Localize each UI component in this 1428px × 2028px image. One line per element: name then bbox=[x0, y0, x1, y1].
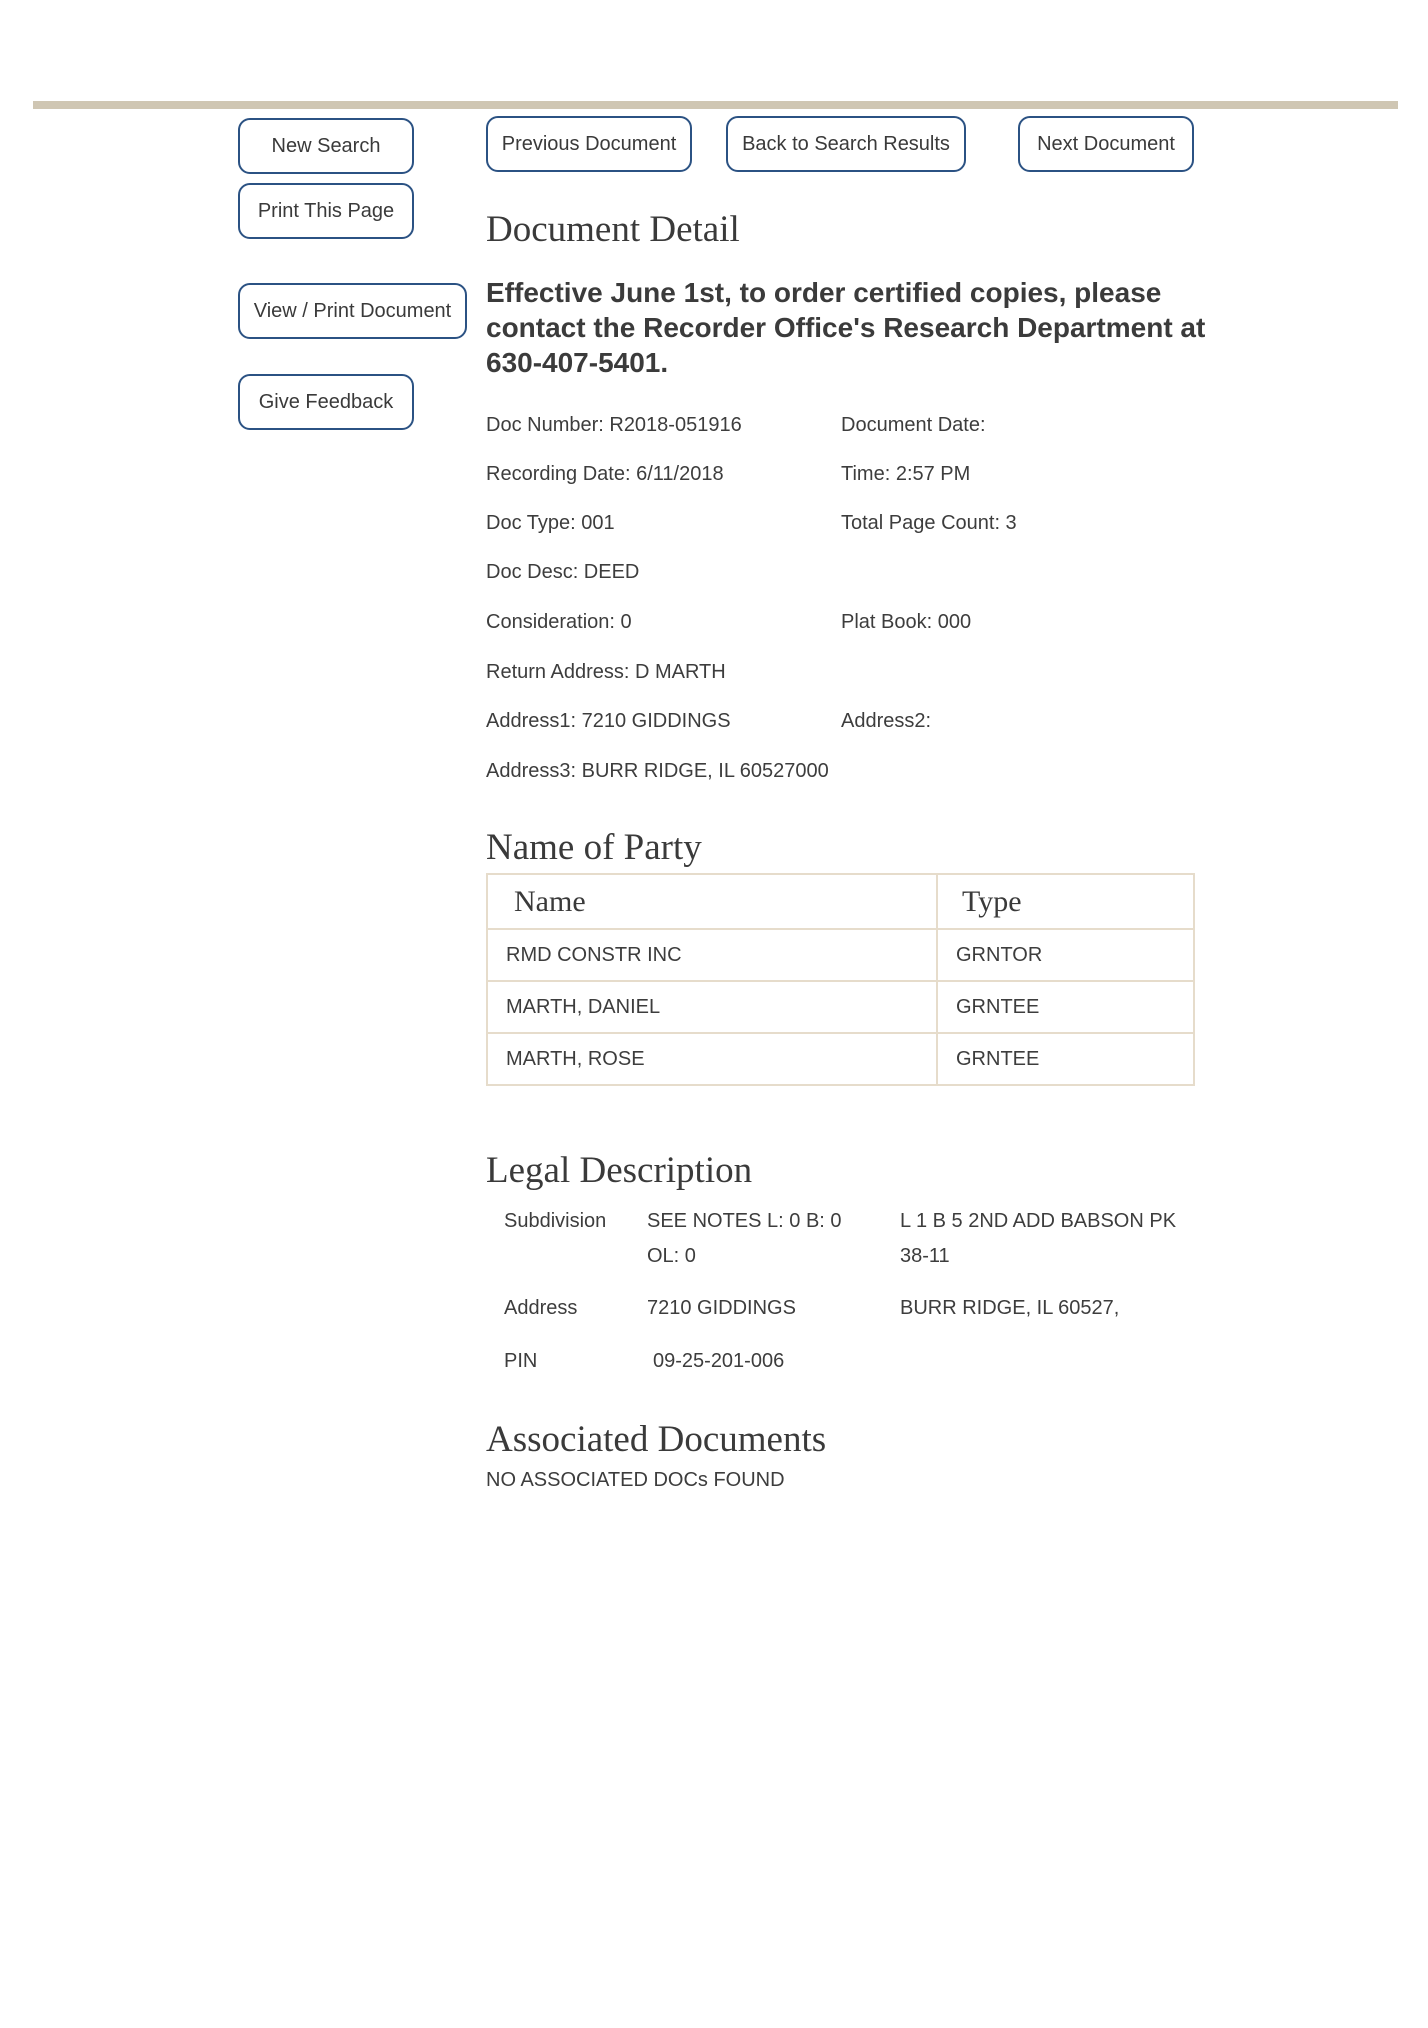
party-type-header: Type bbox=[937, 874, 1194, 929]
view-print-document-button[interactable]: View / Print Document bbox=[238, 283, 467, 339]
address-label: Address bbox=[504, 1297, 578, 1319]
previous-document-button[interactable]: Previous Document bbox=[486, 116, 692, 172]
address-street: 7210 GIDDINGS bbox=[647, 1297, 796, 1319]
legal-description-heading: Legal Description bbox=[486, 1150, 753, 1191]
back-to-search-results-button[interactable]: Back to Search Results bbox=[726, 116, 966, 172]
subdivision-value: SEE NOTES L: 0 B: 0 OL: 0 bbox=[647, 1210, 842, 1267]
party-name: RMD CONSTR INC bbox=[487, 929, 937, 981]
document-date: Document Date: bbox=[841, 414, 986, 436]
party-name: MARTH, DANIEL bbox=[487, 981, 937, 1033]
name-of-party-heading: Name of Party bbox=[486, 827, 702, 868]
certified-copies-notice: Effective June 1st, to order certified copies, please contact the Recorder Office's Research Department at 630-407-5401. bbox=[486, 277, 1206, 378]
recording-time: Time: 2:57 PM bbox=[841, 463, 971, 485]
print-page-button[interactable]: Print This Page bbox=[238, 183, 414, 239]
party-type: GRNTEE bbox=[937, 1033, 1194, 1085]
next-document-button[interactable]: Next Document bbox=[1018, 116, 1194, 172]
party-type: GRNTEE bbox=[937, 981, 1194, 1033]
doc-number: Doc Number: R2018-051916 bbox=[486, 414, 742, 436]
doc-desc: Doc Desc: DEED bbox=[486, 561, 640, 583]
party-table bbox=[486, 873, 1195, 1086]
subdivision-label: Subdivision bbox=[504, 1210, 607, 1232]
party-type: GRNTOR bbox=[937, 929, 1194, 981]
party-table-header bbox=[487, 874, 1194, 929]
address2: Address2: bbox=[841, 710, 932, 732]
table-row bbox=[487, 981, 1194, 1033]
table-row bbox=[487, 1033, 1194, 1085]
new-search-button[interactable]: New Search bbox=[238, 118, 414, 174]
doc-type: Doc Type: 001 bbox=[486, 512, 615, 534]
subdivision-notes: L 1 B 5 2ND ADD BABSON PK 38-11 bbox=[900, 1210, 1177, 1267]
address1: Address1: 7210 GIDDINGS bbox=[486, 710, 731, 732]
table-row bbox=[487, 929, 1194, 981]
give-feedback-button[interactable]: Give Feedback bbox=[238, 374, 414, 430]
consideration: Consideration: 0 bbox=[486, 611, 632, 633]
address-city: BURR RIDGE, IL 60527, bbox=[900, 1297, 1120, 1319]
top-divider bbox=[33, 101, 1398, 109]
return-address: Return Address: D MARTH bbox=[486, 661, 726, 683]
total-page-count: Total Page Count: 3 bbox=[841, 512, 1017, 534]
document-detail-heading: Document Detail bbox=[486, 209, 740, 250]
pin-value: 09-25-201-006 bbox=[653, 1350, 785, 1372]
associated-documents-status: NO ASSOCIATED DOCs FOUND bbox=[486, 1469, 785, 1491]
party-name-header: Name bbox=[487, 874, 937, 929]
plat-book: Plat Book: 000 bbox=[841, 611, 972, 633]
party-name: MARTH, ROSE bbox=[487, 1033, 937, 1085]
associated-documents-heading: Associated Documents bbox=[486, 1419, 827, 1460]
address3: Address3: BURR RIDGE, IL 60527000 bbox=[486, 760, 829, 782]
recording-date: Recording Date: 6/11/2018 bbox=[486, 463, 724, 485]
pin-label: PIN bbox=[504, 1350, 538, 1372]
